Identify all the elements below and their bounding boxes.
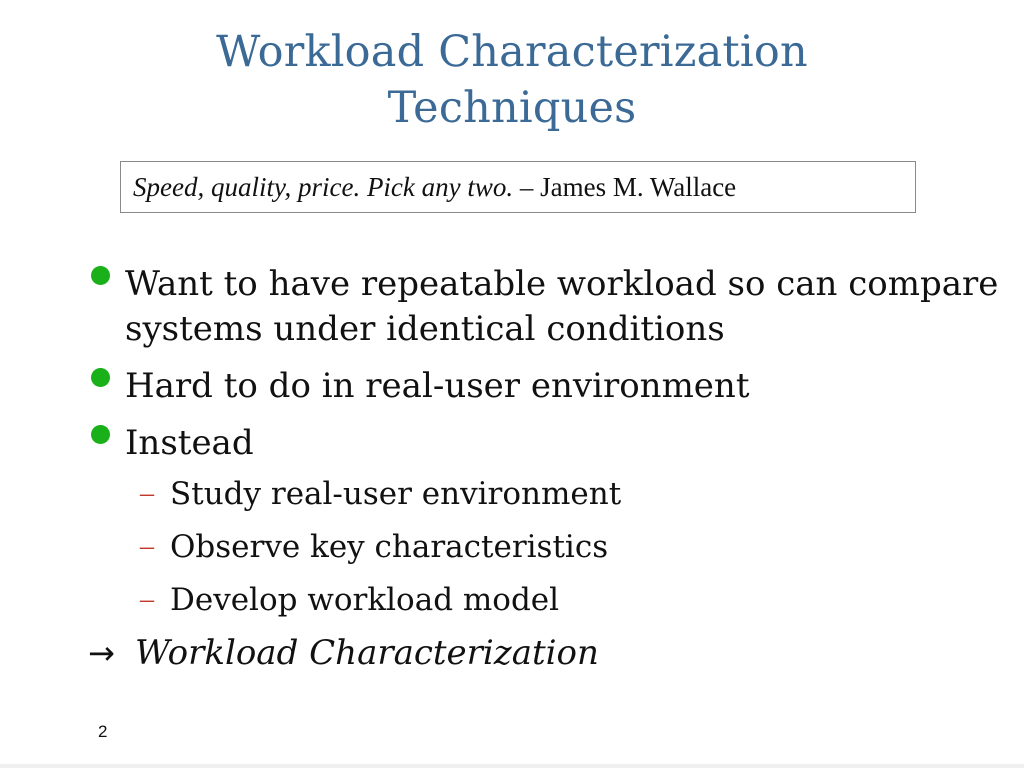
dash-icon: –: [140, 584, 154, 615]
arrow-right-icon: →: [88, 634, 115, 672]
title-line-2: Techniques: [387, 83, 637, 133]
page-number: 2: [98, 722, 108, 741]
sub-bullet-item: [0, 578, 1024, 622]
bullet-dot-icon: [91, 368, 110, 387]
sub-bullet-text: Study real-user environment: [170, 476, 622, 512]
dash-icon: –: [140, 478, 154, 509]
quote-box: [120, 161, 916, 213]
bullet-item: [0, 364, 1024, 409]
bullet-item: [0, 262, 1024, 352]
conclusion-text: Workload Characterization: [135, 633, 599, 673]
quote-attribution: – James M. Wallace: [513, 172, 737, 202]
bullet-dot-icon: [91, 266, 110, 285]
title-line-1: Workload Characterization: [216, 27, 808, 77]
bullet-item: [0, 421, 1024, 466]
bullet-text: Want to have repeatable workload so can compare systems under identical conditions: [125, 264, 999, 349]
conclusion-item: [0, 631, 1024, 676]
bullet-dot-icon: [91, 425, 110, 444]
dash-icon: –: [140, 531, 154, 562]
bullet-text: Instead: [125, 423, 254, 463]
sub-bullet-text: Observe key characteristics: [170, 529, 609, 565]
sub-bullet-text: Develop workload model: [170, 582, 560, 618]
quote-text: Speed, quality, price. Pick any two.: [133, 172, 514, 202]
slide-title: [0, 24, 1024, 136]
bullet-text: Hard to do in real-user environment: [125, 366, 750, 406]
sub-bullet-item: [0, 525, 1024, 569]
sub-bullet-item: [0, 472, 1024, 516]
bullet-list: [0, 262, 1024, 676]
bottom-divider: [0, 764, 1024, 768]
